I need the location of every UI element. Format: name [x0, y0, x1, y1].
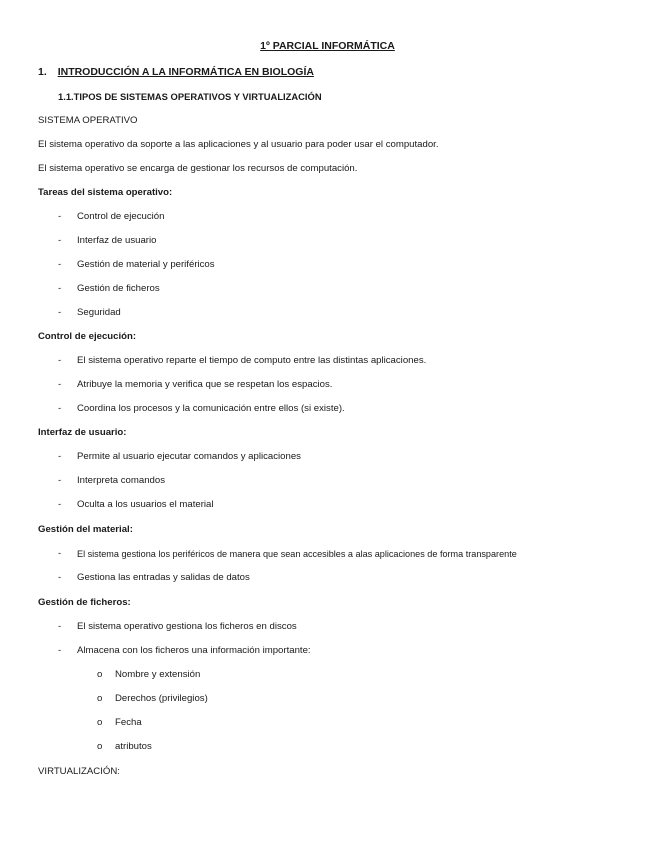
- paragraph: El sistema operativo se encarga de gestionar los recursos de computación.: [38, 163, 358, 174]
- control-heading: Control de ejecución:: [38, 331, 137, 342]
- interfaz-heading: Interfaz de usuario:: [38, 427, 127, 438]
- dash-bullet: -: [58, 621, 62, 632]
- dash-bullet: -: [58, 211, 62, 222]
- dash-bullet: -: [58, 403, 62, 414]
- subsection-title: TIPOS DE SISTEMAS OPERATIVOS Y VIRTUALIZACIÓN: [73, 91, 322, 102]
- list-item-text: Almacena con los ficheros una información importante:: [77, 645, 311, 656]
- sub-list-item-text: Nombre y extensión: [115, 669, 201, 680]
- paragraph: El sistema operativo da soporte a las aplicaciones y al usuario para poder usar el computador.: [38, 139, 439, 150]
- circle-bullet: o: [97, 669, 103, 680]
- list-item-text: Interfaz de usuario: [77, 235, 157, 246]
- list-item-text: Gestión de ficheros: [77, 283, 160, 294]
- list-item-text: Interpreta comandos: [77, 475, 165, 486]
- tareas-heading: Tareas del sistema operativo:: [38, 187, 173, 198]
- material-heading: Gestión del material:: [38, 524, 133, 535]
- so-heading: SISTEMA OPERATIVO: [38, 115, 138, 126]
- list-item-text: El sistema operativo reparte el tiempo de computo entre las distintas aplicaciones.: [77, 355, 427, 366]
- list-item-text: Seguridad: [77, 307, 121, 318]
- dash-bullet: -: [58, 499, 62, 510]
- section-heading: [38, 66, 314, 78]
- list-item-text: Atribuye la memoria y verifica que se respetan los espacios.: [77, 379, 333, 390]
- dash-bullet: -: [58, 475, 62, 486]
- list-item-text: Gestión de material y periféricos: [77, 259, 215, 270]
- sub-list-item-text: Fecha: [115, 717, 142, 728]
- circle-bullet: o: [97, 717, 103, 728]
- dash-bullet: -: [58, 548, 62, 559]
- dash-bullet: -: [58, 259, 62, 270]
- dash-bullet: -: [58, 645, 62, 656]
- subsection-heading: [58, 91, 322, 103]
- virtualizacion-heading: VIRTUALIZACIÓN:: [38, 766, 120, 777]
- dash-bullet: -: [58, 307, 62, 318]
- document-title: 1º PARCIAL INFORMÁTICA: [260, 40, 395, 52]
- dash-bullet: -: [58, 355, 62, 366]
- subsection-number: 1.1.: [58, 91, 74, 102]
- circle-bullet: o: [97, 741, 103, 752]
- circle-bullet: o: [97, 693, 103, 704]
- list-item-text: Gestiona las entradas y salidas de datos: [77, 572, 250, 583]
- sub-list-item-text: atributos: [115, 741, 152, 752]
- list-item-text: Permite al usuario ejecutar comandos y aplicaciones: [77, 451, 301, 462]
- ficheros-heading: Gestión de ficheros:: [38, 597, 131, 608]
- dash-bullet: -: [58, 283, 62, 294]
- dash-bullet: -: [58, 572, 62, 583]
- sub-list-item-text: Derechos (privilegios): [115, 693, 208, 704]
- dash-bullet: -: [58, 235, 62, 246]
- dash-bullet: -: [58, 451, 62, 462]
- list-item-text: Control de ejecución: [77, 211, 165, 222]
- list-item-text: El sistema gestiona los periféricos de manera que sean accesibles a alas aplicaciones de forma transparente: [77, 549, 517, 559]
- section-title: INTRODUCCIÓN A LA INFORMÁTICA EN BIOLOGÍA: [57, 66, 314, 78]
- list-item-text: Coordina los procesos y la comunicación entre ellos (si existe).: [77, 403, 345, 414]
- list-item-text: Oculta a los usuarios el material: [77, 499, 214, 510]
- dash-bullet: -: [58, 379, 62, 390]
- list-item-text: El sistema operativo gestiona los ficheros en discos: [77, 621, 297, 632]
- section-number: 1.: [38, 66, 47, 78]
